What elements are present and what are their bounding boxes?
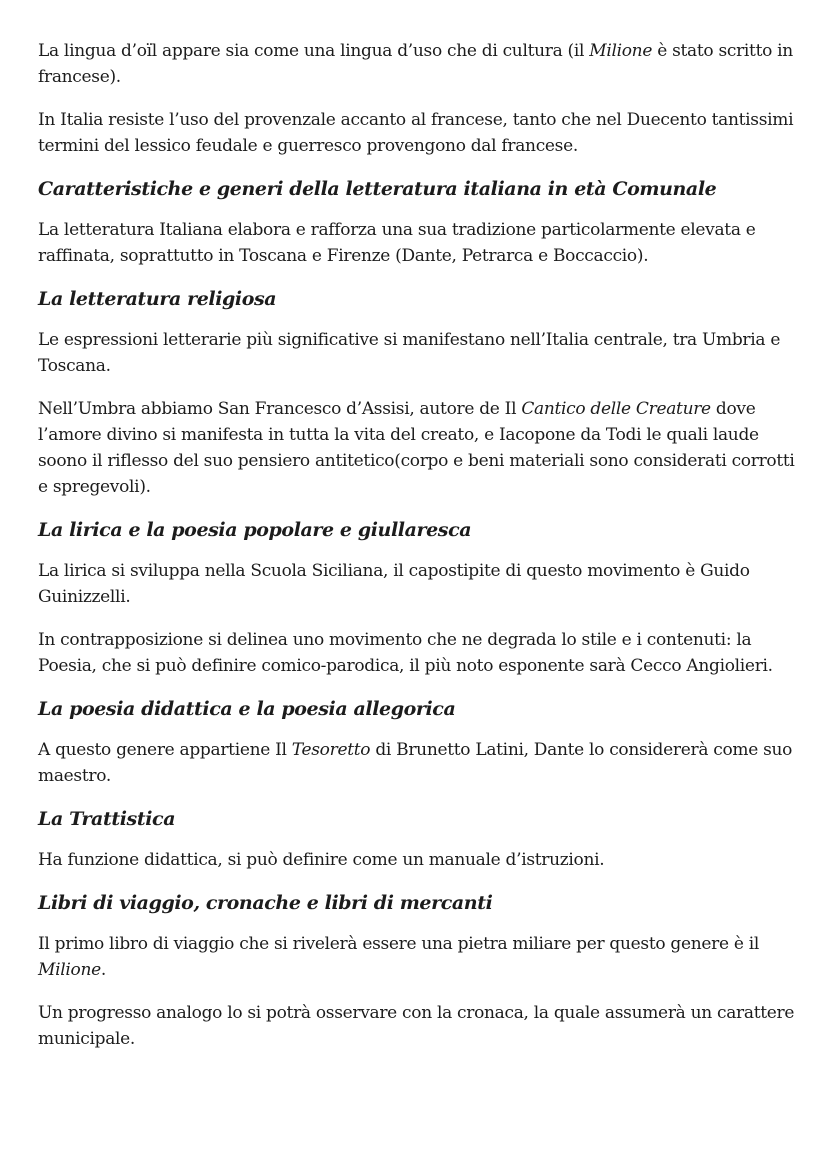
paragraph-text: La lingua d’oïl appare sia come una lingua d’uso che di cultura (il — [38, 41, 590, 61]
paragraph-lingua-doil — [38, 38, 798, 90]
paragraph-text: Il primo libro di viaggio che si rivelerà essere una pietra miliare per questo genere è il — [38, 934, 759, 954]
paragraph-provenzale: In Italia resiste l’uso del provenzale accanto al francese, tanto che nel Duecento tantissimi termini del lessico feudale e guerresco provengono dal francese. — [38, 110, 794, 156]
heading-libri-viaggio: Libri di viaggio, cronache e libri di mercanti — [38, 892, 493, 914]
title-tesoretto: Tesoretto — [291, 740, 371, 760]
heading-lirica: La lirica e la poesia popolare e giullaresca — [38, 519, 472, 541]
paragraph-funzione-didattica: Ha funzione didattica, si può definire come un manuale d’istruzioni. — [38, 850, 605, 870]
title-cantico: Cantico delle Creature — [521, 399, 711, 419]
paragraph-text: Nell’Umbra abbiamo San Francesco d’Assisi, autore de Il — [38, 399, 522, 419]
title-milione: Milione — [589, 41, 653, 61]
paragraph-text: A questo genere appartiene Il — [38, 740, 292, 760]
paragraph-scuola-siciliana: La lirica si sviluppa nella Scuola Siciliana, il capostipite di questo movimento è Guido Guinizzelli. — [38, 561, 750, 607]
paragraph-tesoretto — [38, 737, 798, 789]
paragraph-primo-libro — [38, 931, 798, 983]
heading-letteratura-religiosa: La letteratura religiosa — [38, 288, 277, 310]
paragraph-text: è stato scritto in francese). — [38, 41, 793, 87]
title-milione: Milione — [38, 960, 101, 980]
paragraph-text: . — [100, 960, 106, 980]
paragraph-espressioni: Le espressioni letterarie più significative si manifestano nell’Italia centrale, tra Umbria e Toscana. — [38, 330, 781, 376]
document-page — [38, 38, 798, 1069]
paragraph-text: dove l’amore divino si manifesta in tutta la vita del creato, e Iacopone da Todi le quali laude soono il riflesso del suo pensiero antitetico(corpo e beni materiali sono considerati corrotti e spregevoli). — [38, 399, 795, 497]
paragraph-cronaca: Un progresso analogo lo si potrà osservare con la cronaca, la quale assumerà un carattere municipale. — [38, 1003, 795, 1049]
heading-caratteristiche: Caratteristiche e generi della letteratura italiana in età Comunale — [38, 178, 717, 200]
paragraph-text: di Brunetto Latini, Dante lo considererà come suo maestro. — [38, 740, 793, 786]
paragraph-contrapposizione: In contrapposizione si delinea uno movimento che ne degrada lo stile e i contenuti: la Poesia, che si può definire comico-parodica, il più noto esponente sarà Cecco Angiolieri. — [38, 630, 773, 676]
paragraph-letteratura-italiana: La letteratura Italiana elabora e rafforza una sua tradizione particolarmente elevata e raffinata, soprattutto in Toscana e Firenze (Dante, Petrarca e Boccaccio). — [38, 220, 756, 266]
paragraph-san-francesco — [38, 396, 798, 500]
heading-trattistica: La Trattistica — [38, 808, 176, 830]
heading-poesia-didattica: La poesia didattica e la poesia allegorica — [38, 698, 456, 720]
